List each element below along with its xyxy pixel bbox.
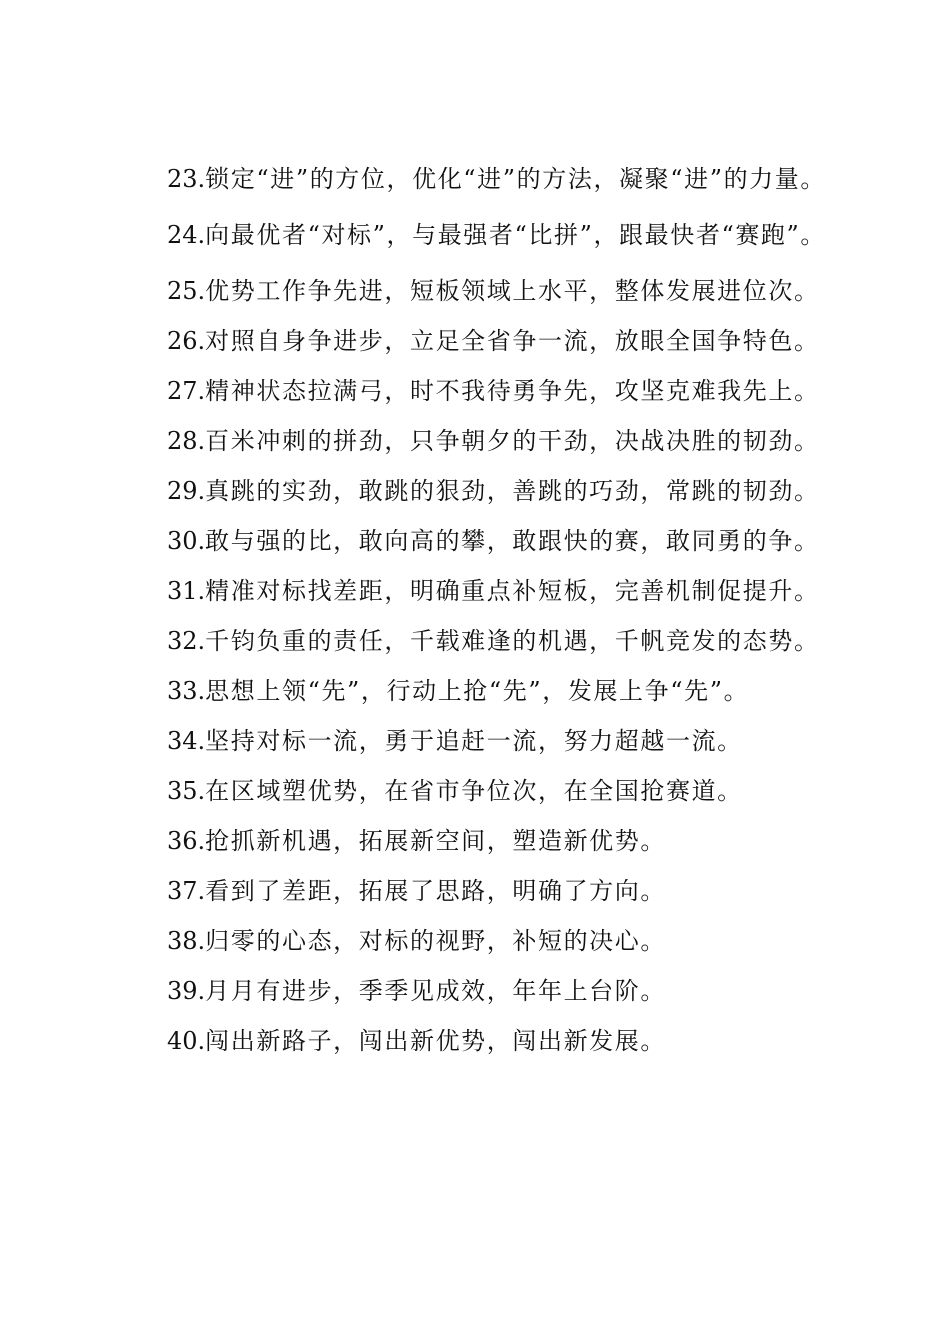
list-item [127, 525, 832, 557]
list-item [127, 825, 832, 857]
list-item [127, 725, 832, 757]
item-text: 坚持对标一流，勇于追赶一流，努力超越一流。 [205, 727, 743, 755]
item-text: 千钧负重的责任，千载难逢的机遇，千帆竞发的态势。 [205, 627, 820, 655]
item-number: 34. [167, 727, 206, 755]
item-number: 37. [167, 877, 206, 905]
item-number: 36. [167, 827, 206, 855]
list-item [127, 1025, 832, 1057]
item-text: 月月有进步，季季见成效，年年上台阶。 [205, 977, 666, 1005]
list-item [127, 375, 832, 407]
item-text: 归零的心态，对标的视野，补短的决心。 [205, 927, 666, 955]
list-item [127, 163, 832, 195]
item-text: 锁定“进”的方位，优化“进”的方法，凝聚“进”的力量。 [205, 165, 826, 193]
list-item [127, 975, 832, 1007]
item-number: 39. [167, 977, 206, 1005]
item-number: 27. [167, 377, 206, 405]
slogan-list [127, 163, 832, 1075]
list-item [127, 575, 832, 607]
list-item [127, 925, 832, 957]
item-text: 看到了差距，拓展了思路，明确了方向。 [205, 877, 666, 905]
item-text: 在区域塑优势，在省市争位次，在全国抢赛道。 [205, 777, 743, 805]
item-text: 百米冲刺的拼劲，只争朝夕的干劲，决战决胜的韧劲。 [205, 427, 820, 455]
item-text: 向最优者“对标”，与最强者“比拼”，跟最快者“赛跑”。 [205, 221, 826, 249]
list-item [127, 875, 832, 907]
item-number: 33. [167, 677, 206, 705]
list-item [127, 625, 832, 657]
item-number: 30. [167, 527, 206, 555]
item-number: 32. [167, 627, 206, 655]
list-item [127, 775, 832, 807]
list-item [127, 325, 832, 357]
list-item [127, 275, 832, 307]
list-item [127, 425, 832, 457]
item-text: 优势工作争先进，短板领域上水平，整体发展进位次。 [205, 277, 820, 305]
item-text: 真跳的实劲，敢跳的狠劲，善跳的巧劲，常跳的韧劲。 [205, 477, 820, 505]
list-item [127, 219, 832, 251]
item-number: 23. [167, 165, 206, 193]
item-text: 对照自身争进步，立足全省争一流，放眼全国争特色。 [205, 327, 820, 355]
list-item [127, 475, 832, 507]
item-text: 敢与强的比，敢向高的攀，敢跟快的赛，敢同勇的争。 [205, 527, 820, 555]
item-number: 38. [167, 927, 206, 955]
list-item [127, 675, 832, 707]
item-number: 25. [167, 277, 206, 305]
item-number: 26. [167, 327, 206, 355]
item-text: 精神状态拉满弓，时不我待勇争先，攻坚克难我先上。 [205, 377, 820, 405]
item-text: 思想上领“先”，行动上抢“先”，发展上争“先”。 [205, 677, 750, 705]
item-number: 35. [167, 777, 206, 805]
item-number: 31. [167, 577, 206, 605]
item-text: 精准对标找差距，明确重点补短板，完善机制促提升。 [205, 577, 820, 605]
item-number: 24. [167, 221, 206, 249]
item-text: 闯出新路子，闯出新优势，闯出新发展。 [205, 1027, 666, 1055]
item-text: 抢抓新机遇，拓展新空间，塑造新优势。 [205, 827, 666, 855]
item-number: 40. [167, 1027, 206, 1055]
item-number: 29. [167, 477, 206, 505]
item-number: 28. [167, 427, 206, 455]
